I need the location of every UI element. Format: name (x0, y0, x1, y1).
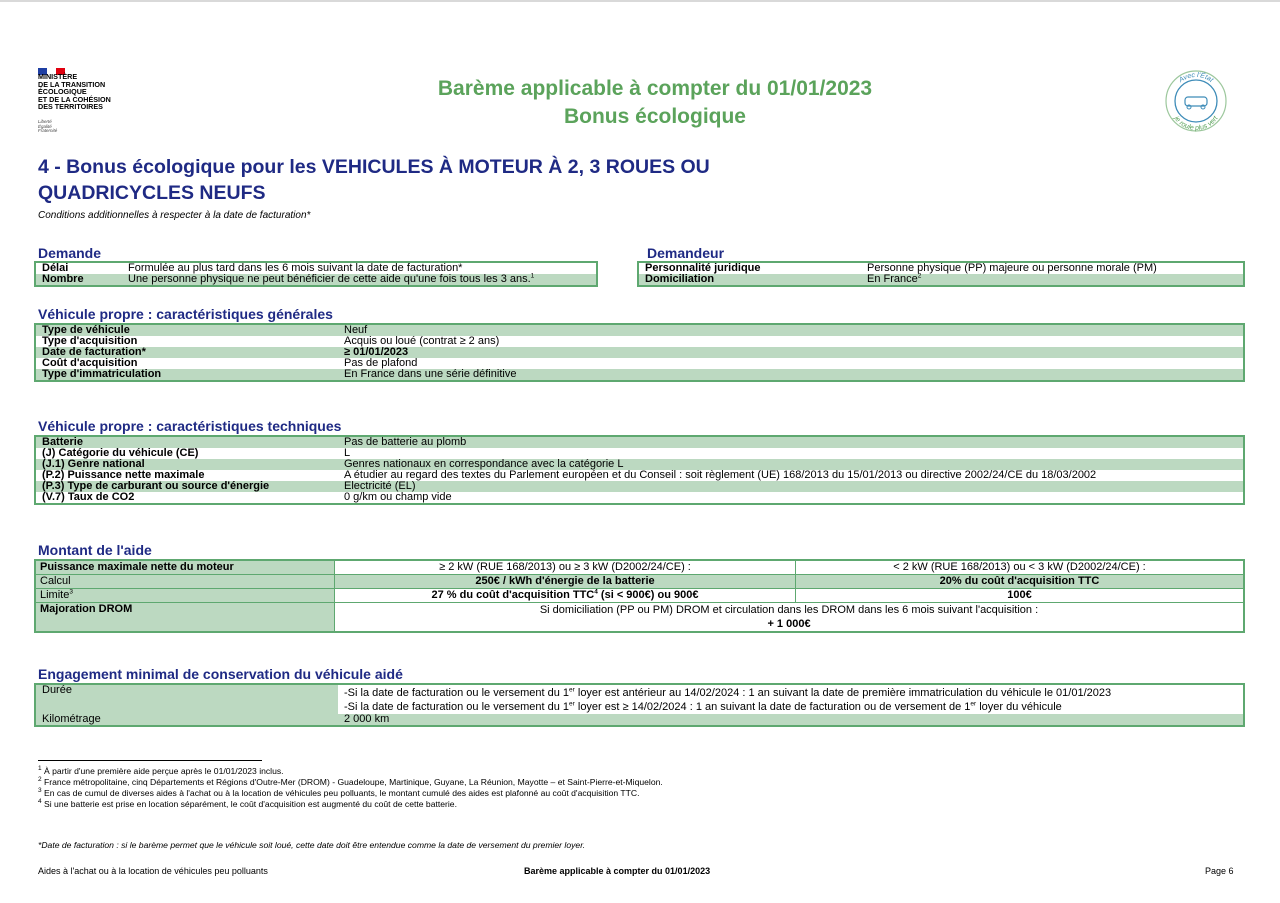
footnote-1: $^1$ À partir d'une première aide perçue après le 01/01/2023 inclus. (38, 765, 284, 776)
header-subtitle: Bonus écologique (563, 105, 746, 128)
republic-flag-logo (38, 62, 65, 69)
table-row: Majoration DROM Si domiciliation (PP ou PM) DROM et circulation dans les DROM dans les 6 mois suivant l'acquisition : + 1 000€ (35, 603, 1244, 633)
techniques-heading: Véhicule propre : caractéristiques techniques (38, 418, 342, 434)
footnote-3: $^3$ En cas de cumul de diverses aides à l'achat ou à la location de véhicules peu polluants, le montant cumulé des aides est plafonné au coût d'acquisition TTC. (38, 787, 640, 798)
table-row: Calcul 250€ / kWh d'énergie de la batterie 20% du coût d'acquisition TTC (35, 575, 1244, 589)
table-row: Nombre Une personne physique ne peut bénéficier de cette aide qu'une fois tous les 3 ans.$^1$ (35, 274, 597, 286)
table-row: (P.3) Type de carburant ou source d'énergie Electricité (EL) (35, 481, 1244, 492)
table-row: (V.7) Taux de CO2 0 g/km ou champ vide (35, 492, 1244, 504)
header-title: Barème applicable à compter du 01/01/2023 (437, 77, 873, 100)
demande-heading: Demande (38, 245, 102, 261)
footer-center: Barème applicable à compter du 01/01/2023 (524, 866, 711, 876)
table-row: Personnalité juridique Personne physique (PP) majeure ou personne morale (PM) (638, 262, 1244, 274)
page-number: Page 6 (1205, 866, 1234, 876)
generales-heading: Véhicule propre : caractéristiques générales (38, 306, 333, 322)
footer-left: Aides à l'achat ou à la location de véhicules peu polluants (38, 866, 268, 876)
svg-text:je roule plus vert: je roule plus vert (1172, 115, 1220, 132)
demande-table (34, 261, 598, 287)
date-note: *Date de facturation : si le barème permet que le véhicule soit loué, cette date doit être entendue comme la date de versement du premier loyer. (38, 840, 586, 850)
generales-table (34, 323, 1245, 382)
table-row: Durée -Si la date de facturation ou le versement du 1er loyer est antérieur au 14/02/2024 : 1 an suivant la date de première immatriculation du véhicule le 01/01/2023 -Si la date de facturation ou le versement du 1er loyer est ≥ 14/02/2024 : 1 an suivant la date de facturation ou de versement de 1er loyer du véhicule (35, 684, 1244, 714)
ministry-name: MINISTÈRE DE LA TRANSITION ÉCOLOGIQUE ET DE LA COHÉSION DES TERRITOIRES (38, 72, 111, 112)
table-row: Date de facturation* ≥ 01/01/2023 (35, 347, 1244, 358)
table-row: Coût d'acquisition Pas de plafond (35, 358, 1244, 369)
table-row: Domiciliation En France$^2$ (638, 274, 1244, 286)
conditions-note: Conditions additionnelles à respecter à la date de facturation* (38, 210, 311, 221)
techniques-table (34, 435, 1245, 505)
footnote-divider (38, 760, 262, 761)
table-row: Kilométrage 2 000 km (35, 714, 1244, 726)
section-title-line1: 4 - Bonus écologique pour les VEHICULES À MOTEUR À 2, 3 ROUES OU (38, 156, 710, 178)
table-row: Délai Formulée au plus tard dans les 6 mois suivant la date de facturation* (35, 262, 597, 274)
top-border (0, 0, 1280, 2)
table-row: Limite$^3$ 27 % du coût d'acquisition TTC$^4$ (si < 900€) ou 900€ 100€ (35, 589, 1244, 603)
demandeur-table (637, 261, 1245, 287)
engagement-heading: Engagement minimal de conservation du véhicule aidé (38, 666, 403, 682)
table-row: (P.2) Puissance nette maximale A étudier au regard des textes du Parlement européen et du Conseil : soit règlement (UE) 168/2013 du 15/01/2013 ou directive 2002/24/CE du 18/03/2002 (35, 470, 1244, 481)
je-roule-plus-vert-badge-icon (1156, 68, 1236, 132)
montant-heading: Montant de l'aide (38, 542, 152, 558)
table-row: Type d'acquisition Acquis ou loué (contrat ≥ 2 ans) (35, 336, 1244, 347)
table-row: (J) Catégorie du véhicule (CE) L (35, 448, 1244, 459)
footnote-4: $^4$ Si une batterie est prise en location séparément, le coût d'acquisition est augmenté du coût de cette batterie. (38, 798, 457, 809)
section-title-line2: QUADRICYCLES NEUFS (38, 182, 266, 204)
demandeur-heading: Demandeur (647, 245, 725, 261)
table-row: Type de véhicule Neuf (35, 324, 1244, 336)
republic-motto: Liberté Égalité Fraternité (38, 119, 58, 134)
table-row: Puissance maximale nette du moteur ≥ 2 kW (RUE 168/2013) ou ≥ 3 kW (D2002/24/CE) : < 2 kW (RUE 168/2013) ou < 3 kW (D2002/24/CE) : (35, 560, 1244, 575)
montant-table (34, 559, 1245, 633)
table-row: (J.1) Genre national Genres nationaux en correspondance avec la catégorie L (35, 459, 1244, 470)
table-row: Batterie Pas de batterie au plomb (35, 436, 1244, 448)
svg-text:Avec l'État: Avec l'État (1177, 71, 1215, 85)
footnote-2: $^2$ France métropolitaine, cinq Départements et Régions d'Outre-Mer (DROM) - Guadeloupe, Martinique, Guyane, La Réunion, Mayotte – et Saint-Pierre-et-Miquelon. (38, 776, 663, 787)
table-row: Type d'immatriculation En France dans une série définitive (35, 369, 1244, 381)
engagement-table (34, 683, 1245, 727)
